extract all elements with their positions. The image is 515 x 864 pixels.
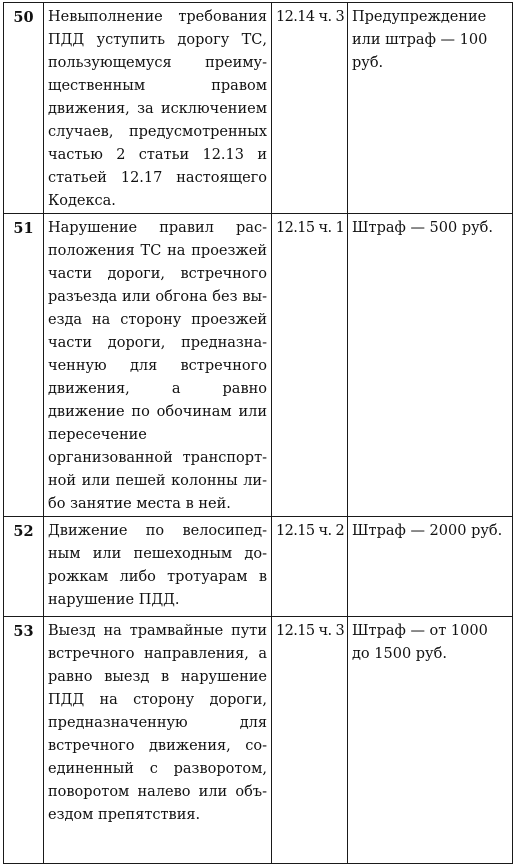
table-row: [4, 3, 513, 214]
penalty-text: Предупреждение или штраф — 100 руб.: [348, 3, 513, 214]
fines-table-body: [4, 3, 513, 864]
violation-description: Невыполнение требования ПДД уступить дорогу ТС, пользующемуся преимущественным правом движения, за исключением случаев, предусмотренных частью 2 статьи 12.13 и статьей 12.17 настоящего Кодекса.: [44, 3, 272, 214]
table-row: [4, 214, 513, 517]
violation-description: Нарушение правил расположения ТС на проезжей части дороги, встречного разъезда или обгона без выезда на сторону проезжей части дороги, предназначенную для встречного движения, а равно движение по обочинам или пересечение организованной транспортной или пешей колонны либо занятие места в ней.: [44, 214, 272, 517]
penalty-text: Штраф — от 1000 до 1500 руб.: [348, 617, 513, 864]
table-row: [4, 617, 513, 864]
fines-table: [3, 2, 513, 864]
penalty-text: Штраф — 500 руб.: [348, 214, 513, 517]
violation-description: Движение по велосипедным или пешеходным дорожкам либо тротуарам в нарушение ПДД.: [44, 517, 272, 617]
article-reference: 12.15 ч. 3: [272, 617, 348, 864]
article-reference: 12.14 ч. 3: [272, 3, 348, 214]
penalty-text: Штраф — 2000 руб.: [348, 517, 513, 617]
row-number: 53: [4, 617, 44, 864]
table-row: [4, 517, 513, 617]
row-number: 50: [4, 3, 44, 214]
article-reference: 12.15 ч. 1: [272, 214, 348, 517]
row-number: 51: [4, 214, 44, 517]
violation-description: Выезд на трамвайные пути встречного направления, а равно выезд в нарушение ПДД на сторону дороги, предназначенную для встречного движения, соединенный с разворотом, поворотом налево или объездом препятствия.: [44, 617, 272, 864]
row-number: 52: [4, 517, 44, 617]
article-reference: 12.15 ч. 2: [272, 517, 348, 617]
